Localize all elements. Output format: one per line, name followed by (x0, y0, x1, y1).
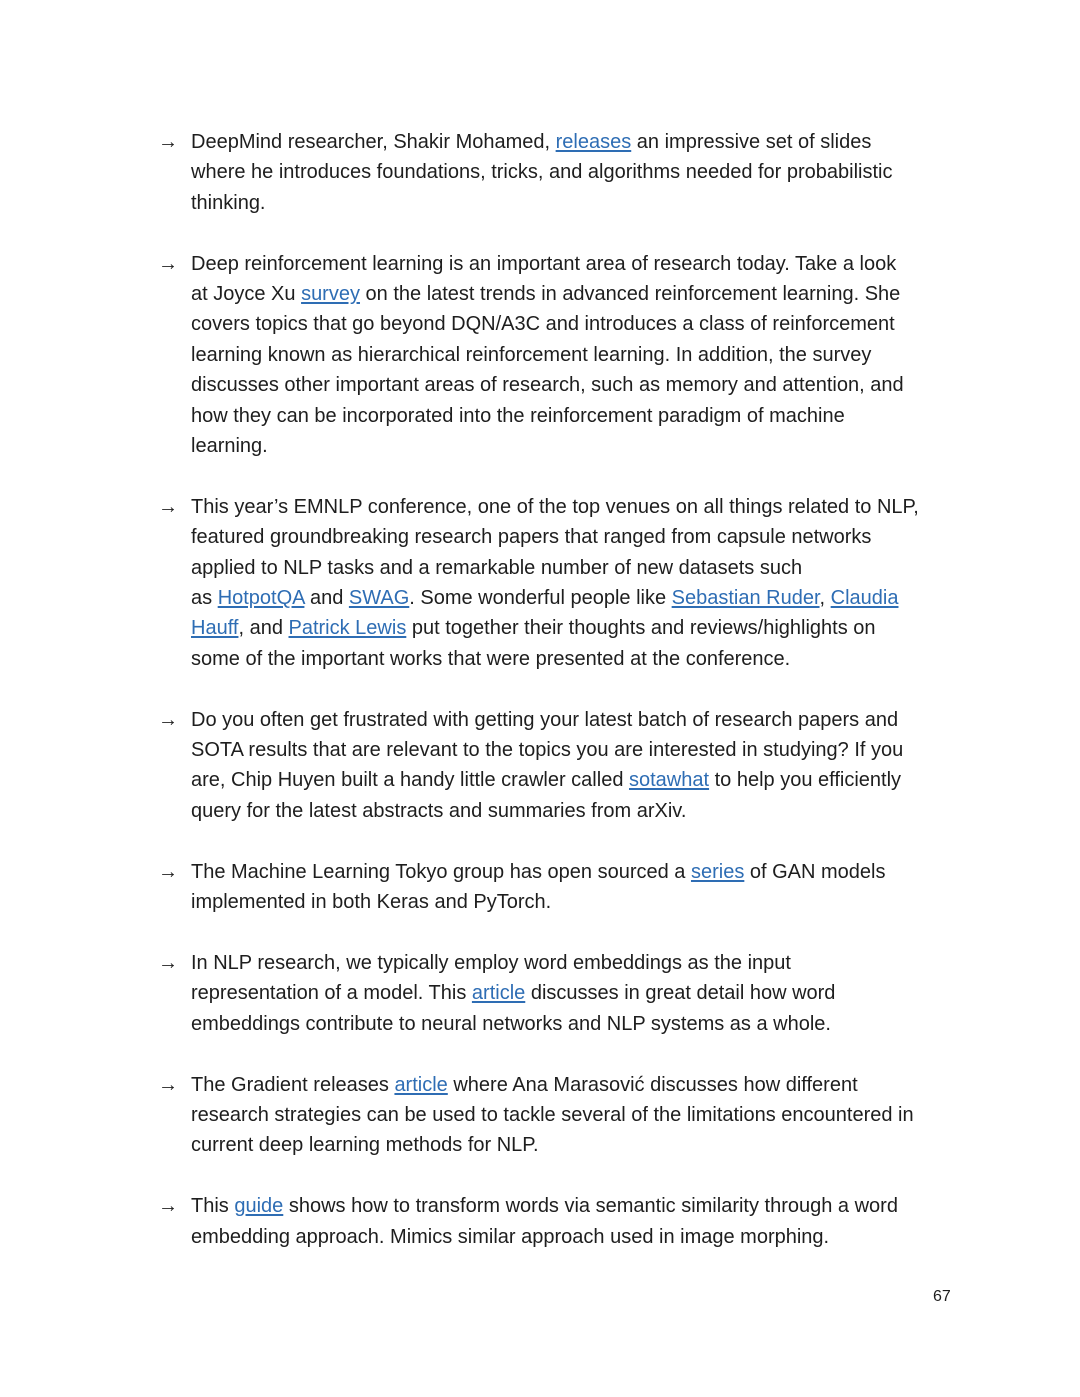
hyperlink[interactable]: Claudia (830, 587, 899, 610)
text-line (191, 978, 978, 1008)
body-text: on the latest trends in advanced reinforcement learning. She (359, 283, 901, 306)
body-text: implemented in both Keras and PyTorch. (191, 891, 552, 914)
list-item (158, 127, 978, 218)
body-text: featured groundbreaking research papers that ranged from capsule networks (191, 526, 872, 549)
text-line (191, 1070, 978, 1100)
body-text: research strategies can be used to tackle several of the limitations encountered in (191, 1103, 914, 1126)
hyperlink[interactable]: survey (301, 283, 360, 306)
text-line (191, 948, 978, 978)
body-text: This year’s EMNLP conference, one of the top venues on all things related to NLP, (191, 495, 919, 518)
hyperlink[interactable]: SWAG (348, 587, 410, 610)
body-text: , and (238, 617, 289, 640)
body-text: of GAN models (744, 860, 886, 883)
body-text: embeddings contribute to neural networks and NLP systems as a whole. (191, 1012, 831, 1035)
hyperlink[interactable]: Sebastian Ruder (671, 587, 820, 610)
body-text: embedding approach. Mimics similar approach used in image morphing. (191, 1225, 830, 1248)
body-text: to help you efficiently (709, 769, 902, 792)
arrow-icon: → (158, 860, 178, 883)
body-text: shows how to transform words via semantic similarity through a word (283, 1195, 898, 1218)
body-text: as (191, 587, 218, 610)
text-line (191, 553, 978, 583)
body-text: some of the important works that were presented at the conference. (191, 647, 791, 670)
body-text: thinking. (191, 191, 266, 214)
text-line (191, 522, 978, 552)
body-text: and (304, 587, 349, 610)
text-line (191, 127, 978, 157)
text-line (191, 370, 978, 400)
arrow-icon: → (158, 1195, 178, 1218)
hyperlink[interactable]: Patrick Lewis (288, 617, 407, 640)
arrow-icon: → (158, 951, 178, 974)
arrow-icon: → (158, 1073, 178, 1096)
text-line (191, 157, 978, 187)
text-line (191, 796, 978, 826)
body-text: covers topics that go beyond DQN/A3C and introduces a class of reinforcement (191, 313, 895, 336)
text-line (191, 735, 978, 765)
text-line (191, 249, 978, 279)
text-line (191, 613, 978, 643)
body-text: where he introduces foundations, tricks, and algorithms needed for probabilistic (191, 161, 893, 184)
text-line (191, 401, 978, 431)
text-line (191, 431, 978, 461)
body-text: query for the latest abstracts and summaries from arXiv. (191, 799, 687, 822)
list-item (158, 948, 978, 1039)
text-line (191, 1222, 978, 1252)
text-line (191, 887, 978, 917)
body-text: put together their thoughts and reviews/highlights on (406, 617, 876, 640)
body-text: applied to NLP tasks and a remarkable number of new datasets such (191, 556, 803, 579)
body-text: DeepMind researcher, Shakir Mohamed, (191, 131, 556, 153)
text-line (191, 1130, 978, 1160)
body-text: This (191, 1195, 235, 1218)
body-text: where Ana Marasović discusses how different (447, 1073, 858, 1096)
text-line (191, 309, 978, 339)
text-line (191, 705, 978, 735)
body-text: learning known as hierarchical reinforcement learning. In addition, the survey (191, 343, 872, 366)
body-text: discusses in great detail how word (525, 982, 836, 1005)
list-item (158, 1070, 978, 1161)
text-line (191, 492, 978, 522)
hyperlink[interactable]: sotawhat (629, 769, 710, 792)
text-line (191, 765, 978, 795)
list-item (158, 705, 978, 827)
hyperlink[interactable]: article (471, 982, 526, 1005)
body-text: how they can be incorporated into the reinforcement paradigm of machine (191, 404, 845, 427)
bullet-list (158, 127, 978, 1282)
list-item (158, 1191, 978, 1252)
body-text: SOTA results that are relevant to the topics you are interested in studying? If you (191, 739, 904, 762)
body-text: are, Chip Huyen built a handy little crawler called (191, 769, 629, 792)
text-line (191, 1191, 978, 1221)
body-text: . Some wonderful people like (409, 587, 672, 610)
body-text: at Joyce Xu (191, 283, 302, 306)
text-line (191, 1100, 978, 1130)
body-text: representation of a model. This (191, 982, 472, 1005)
hyperlink[interactable]: series (690, 860, 745, 883)
body-text: Deep reinforcement learning is an important area of research today. Take a look (191, 252, 897, 275)
hyperlink[interactable]: article (394, 1073, 448, 1096)
arrow-icon: → (158, 252, 178, 275)
text-line (191, 279, 978, 309)
text-line (191, 340, 978, 370)
body-text: , (819, 587, 831, 610)
hyperlink[interactable]: HotpotQA (217, 587, 305, 610)
hyperlink[interactable]: Hauff (191, 617, 239, 640)
hyperlink[interactable]: releases (555, 131, 632, 153)
body-text: The Gradient releases (191, 1073, 395, 1096)
body-text: In NLP research, we typically employ word embeddings as the input (191, 951, 791, 974)
body-text: learning. (191, 435, 268, 458)
body-text: an impressive set of slides (631, 131, 872, 153)
body-text: discusses other important areas of research, such as memory and attention, and (191, 374, 904, 397)
arrow-icon: → (158, 708, 178, 731)
text-line (191, 1009, 978, 1039)
body-text: current deep learning methods for NLP. (191, 1134, 539, 1157)
list-item (158, 249, 978, 462)
body-text: Do you often get frustrated with getting your latest batch of research papers and (191, 708, 899, 731)
page-number: 67 (933, 1288, 951, 1305)
list-item (158, 857, 978, 918)
text-line (191, 188, 978, 218)
text-line (191, 644, 978, 674)
body-text: The Machine Learning Tokyo group has open sourced a (191, 860, 691, 883)
arrow-icon: → (158, 495, 178, 518)
hyperlink[interactable]: guide (234, 1195, 284, 1218)
arrow-icon: → (158, 131, 178, 153)
text-line (191, 583, 978, 613)
text-line (191, 857, 978, 887)
list-item (158, 492, 978, 674)
